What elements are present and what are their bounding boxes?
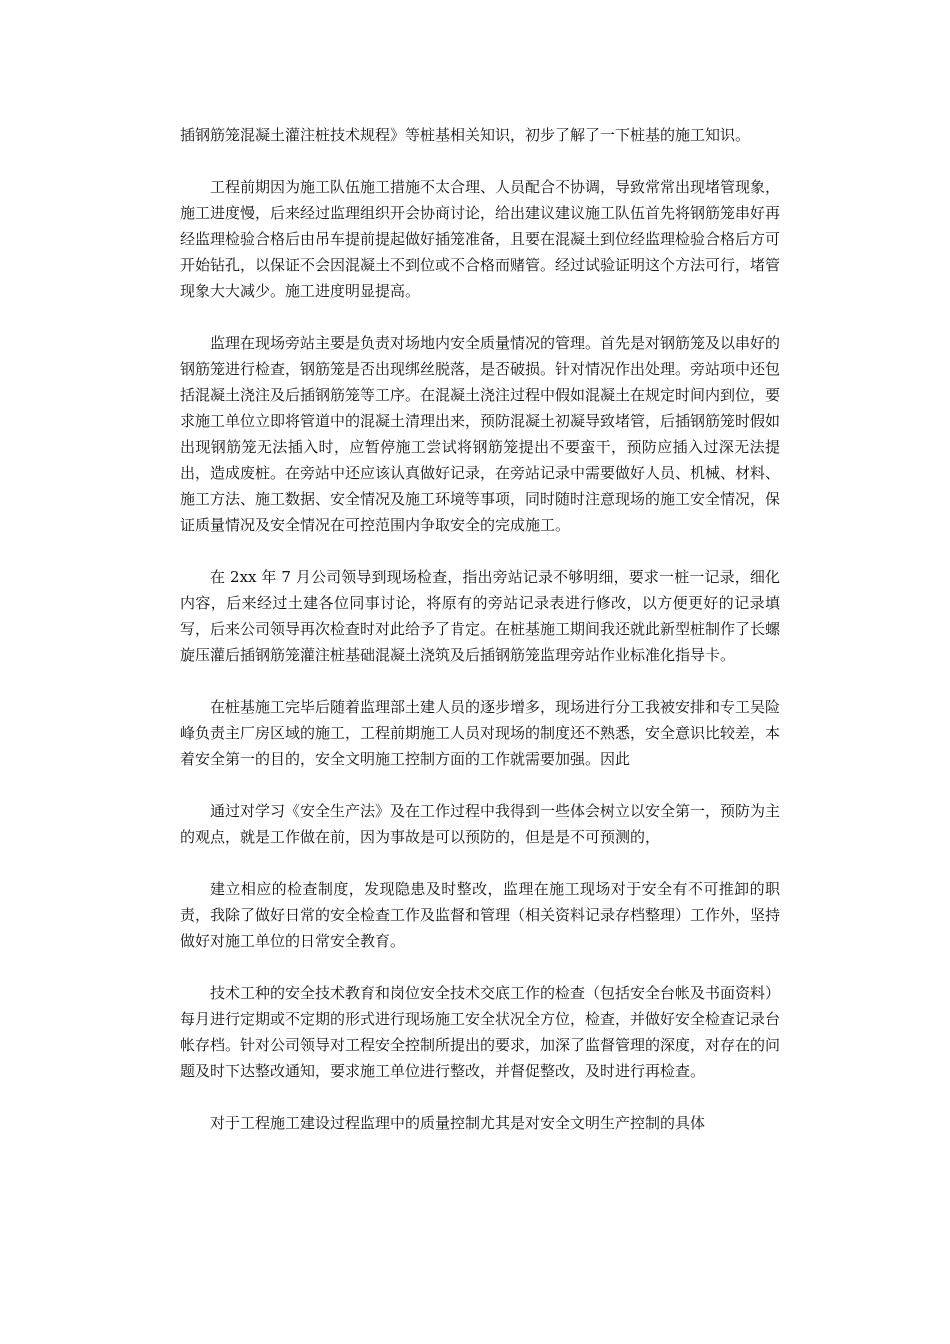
paragraph-4: 在 2xx 年 7 月公司领导到现场检查，指出旁站记录不够明细，要求一桩一记录，细化内容，后来经过土建各位同事讨论，将原有的旁站记录表进行修改，以方便更好的记录填写，后来公司领导再次检查时对此给予了肯定。在桩基施工期间我还就此新型桩制作了长螺旋压灌后插钢筋笼灌注桩基础混凝土浇筑及后插钢筋笼监理旁站作业标准化指导卡。 (180, 568, 781, 664)
paragraph-1: 插钢筋笼混凝土灌注桩技术规程》等桩基相关知识，初步了解了一下桩基的施工知识。 (180, 126, 751, 144)
paragraph-7: 建立相应的检查制度，发现隐患及时整改，监理在施工现场对于安全有不可推卸的职责，我除了做好日常的安全检查工作及监督和管理（相关资料记录存档整理）工作外，坚持做好对施工单位的日常安全教育。 (180, 880, 781, 950)
paragraph-2: 工程前期因为施工队伍施工措施不太合理、人员配合不协调，导致常常出现堵管现象，施工进度慢，后来经过监理组织开会协商讨论，给出建议建议施工队伍首先将钢筋笼串好再经监理检验合格后由吊车提前提起做好插笼准备，且要在混凝土到位经监理检验合格后方可开始钻孔，以保证不会因混凝土不到位或不合格而赌管。经过试验证明这个方法可行，堵管现象大大减少。施工进度明显提高。 (180, 178, 781, 300)
paragraph-9: 对于工程施工建设过程监理中的质量控制尤其是对安全文明生产控制的具体 (210, 1114, 706, 1132)
paragraph-3: 监理在现场旁站主要是负责对场地内安全质量情况的管理。首先是对钢筋笼及以串好的钢筋笼进行检查，钢筋笼是否出现绑丝脱落，是否破损。针对情况作出处理。旁站项中还包括混凝土浇注及后插钢筋笼等工序。在混凝土浇注过程中假如混凝土在规定时间内到位，要求施工单位立即将管道中的混凝土清理出来，预防混凝土初凝导致堵管，后插钢筋笼时假如出现钢筋笼无法插入时，应暂停施工尝试将钢筋笼提出不要蛮干，预防应插入过深无法提出，造成废桩。在旁站中还应该认真做好记录，在旁站记录中需要做好人员、机械、材料、施工方法、施工数据、安全情况及施工环境等事项，同时随时注意现场的施工安全情况，保证质量情况及安全情况在可控范围内争取安全的完成施工。 (180, 334, 781, 534)
document-body (180, 122, 780, 1162)
paragraph-8: 技术工种的安全技术教育和岗位安全技术交底工作的检查（包括安全台帐及书面资料）每月进行定期或不定期的形式进行现场施工安全状况全方位，检查，并做好安全检查记录台帐存档。针对公司领导对工程安全控制所提出的要求，加深了监督管理的深度，对存在的问题及时下达整改通知，要求施工单位进行整改，并督促整改，及时进行再检查。 (180, 984, 781, 1080)
paragraph-5: 在桩基施工完毕后随着监理部土建人员的逐步增多，现场进行分工我被安排和专工吴险峰负责主厂房区域的施工，工程前期施工人员对现场的制度还不熟悉，安全意识比较差，本着安全第一的目的，安全文明施工控制方面的工作就需要加强。因此 (180, 698, 781, 768)
paragraph-6: 通过对学习《安全生产法》及在工作过程中我得到一些体会树立以安全第一，预防为主的观点，就是工作做在前，因为事故是可以预防的，但是是不可预测的， (180, 802, 781, 846)
